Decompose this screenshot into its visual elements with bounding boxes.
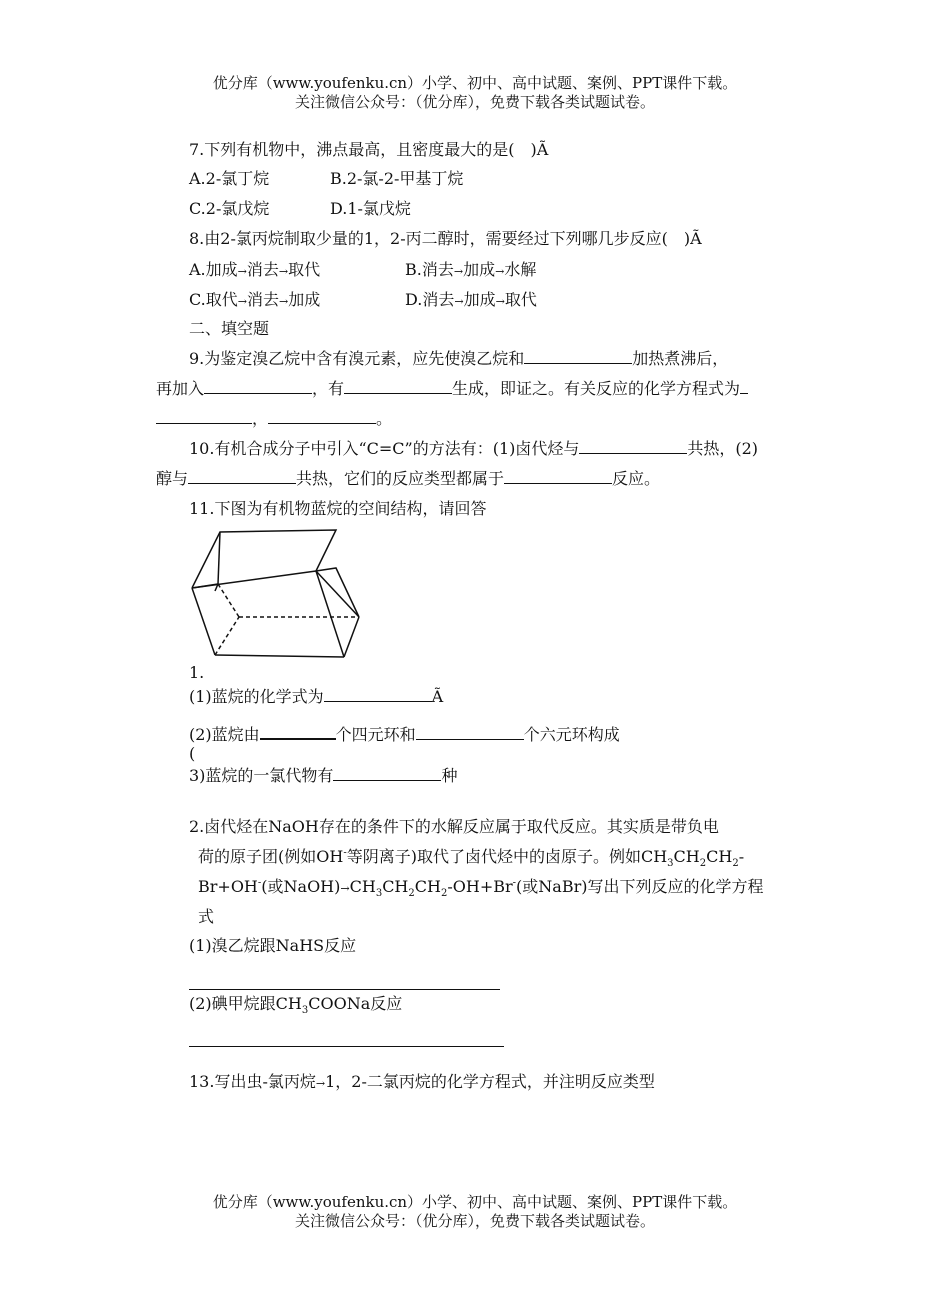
- q13-stem: 13.写出虫-氯丙烷→1，2-二氯丙烷的化学方程式，并注明反应类型: [189, 1072, 655, 1091]
- q9-blank-3[interactable]: [344, 378, 452, 394]
- q11-part-2: (2)蓝烷由 个四元环和 个六元环构成: [189, 725, 620, 744]
- footer-line-1: 优分库（www.youfenku.cn）小学、初中、高中试题、案例、PPT课件下载。: [212, 1193, 738, 1211]
- q12-reaction-2: (2)碘甲烷跟$CH_3COONa$反应: [189, 994, 403, 1017]
- q11-part-1: (1)蓝烷的化学式为 Ã: [189, 687, 444, 706]
- q8-option-b: B.消去→加成→水解: [405, 260, 537, 279]
- q7-stem: 7.下列有机物中，沸点最高，且密度最大的是( )Ã: [189, 140, 549, 159]
- footer-line-2: 关注微信公众号：（优分库），免费下载各类试题试卷。: [294, 1212, 655, 1230]
- page-footer: [0, 1193, 950, 1231]
- q7-option-b: B.2-氯-2-甲基丁烷: [330, 169, 464, 188]
- header-line-2: 关注微信公众号：（优分库），免费下载各类试题试卷。: [294, 93, 655, 111]
- header-line-1: 优分库（www.youfenku.cn）小学、初中、高中试题、案例、PPT课件下载。: [212, 74, 738, 92]
- q12-line-1: 2.卤代烃在NaOH存在的条件下的水解反应属于取代反应。其实质是带负电: [189, 817, 719, 836]
- q9-line-2: 再加入 ，有 生成，即证之。有关反应的化学方程式为: [156, 376, 748, 399]
- q7-option-d: D.1-氯戊烷: [330, 199, 411, 218]
- q10-blank-1[interactable]: [579, 438, 687, 454]
- q11-blank-four-ring[interactable]: [260, 723, 336, 740]
- q8-option-d: D.消去→加成→取代: [405, 290, 537, 309]
- page-header: [0, 74, 950, 112]
- q12-line-3: Br+OH-(或$NaOH)\to CH_3CH_2CH_2-OH+Br^-$(或NaBr)写出下列反应的化学方程: [198, 877, 764, 900]
- q7-option-c: C.2-氯戊烷: [189, 199, 270, 218]
- q12-answer-line-1[interactable]: [189, 989, 500, 990]
- q11-subnumber: 1.: [189, 663, 205, 682]
- q11-paren: (: [189, 744, 196, 763]
- q10-blank-2[interactable]: [188, 468, 296, 484]
- q11-blank-chloro-count[interactable]: [333, 765, 441, 781]
- blue-alkane-structure-figure: [186, 528, 366, 660]
- q11-blank-six-ring[interactable]: [416, 724, 524, 740]
- q9-blank-4[interactable]: [156, 408, 252, 424]
- q9-line-3: ， 。: [156, 406, 392, 429]
- q11-blank-formula[interactable]: [324, 686, 432, 702]
- q8-option-a: A.加成→消去→取代: [189, 260, 321, 279]
- q9-blank-5[interactable]: [268, 408, 376, 424]
- q12-line-2: 荷的原子团(例如OH-等阴离子)取代了卤代烃中的卤原子。例如$CH_3CH_2CH_2-$: [198, 847, 745, 870]
- q7-option-a: A.2-氯丁烷: [189, 169, 270, 188]
- q9-line-1: 9.为鉴定溴乙烷中含有溴元素，应先使溴乙烷和 加热煮沸后，: [189, 349, 729, 368]
- q9-blank-2[interactable]: [204, 378, 312, 394]
- q9-blank-4-start[interactable]: [740, 378, 748, 394]
- q10-line-1: 10.有机合成分子中引入“C=C”的方法有：(1)卤代烃与 共热，(2): [189, 439, 759, 458]
- q11-part-3: 3)蓝烷的一氯代物有 种: [189, 766, 458, 785]
- q12-line-4: 式: [198, 907, 215, 926]
- q8-stem: 8.由2-氯丙烷制取少量的1，2-丙二醇时，需要经过下列哪几步反应( )Ã: [189, 229, 702, 248]
- q11-stem: 11.下图为有机物蓝烷的空间结构，请回答: [189, 499, 487, 518]
- q12-reaction-1: (1)溴乙烷跟NaHS反应: [189, 936, 357, 955]
- q12-answer-line-2[interactable]: [189, 1046, 504, 1047]
- q8-option-c: C.取代→消去→加成: [189, 290, 321, 309]
- q10-blank-3[interactable]: [504, 468, 612, 484]
- q9-blank-1[interactable]: [524, 348, 632, 364]
- section-title-fill-blank: 二、填空题: [189, 319, 270, 338]
- q10-line-2: 醇与 共热，它们的反应类型都属于 反应。: [156, 469, 661, 488]
